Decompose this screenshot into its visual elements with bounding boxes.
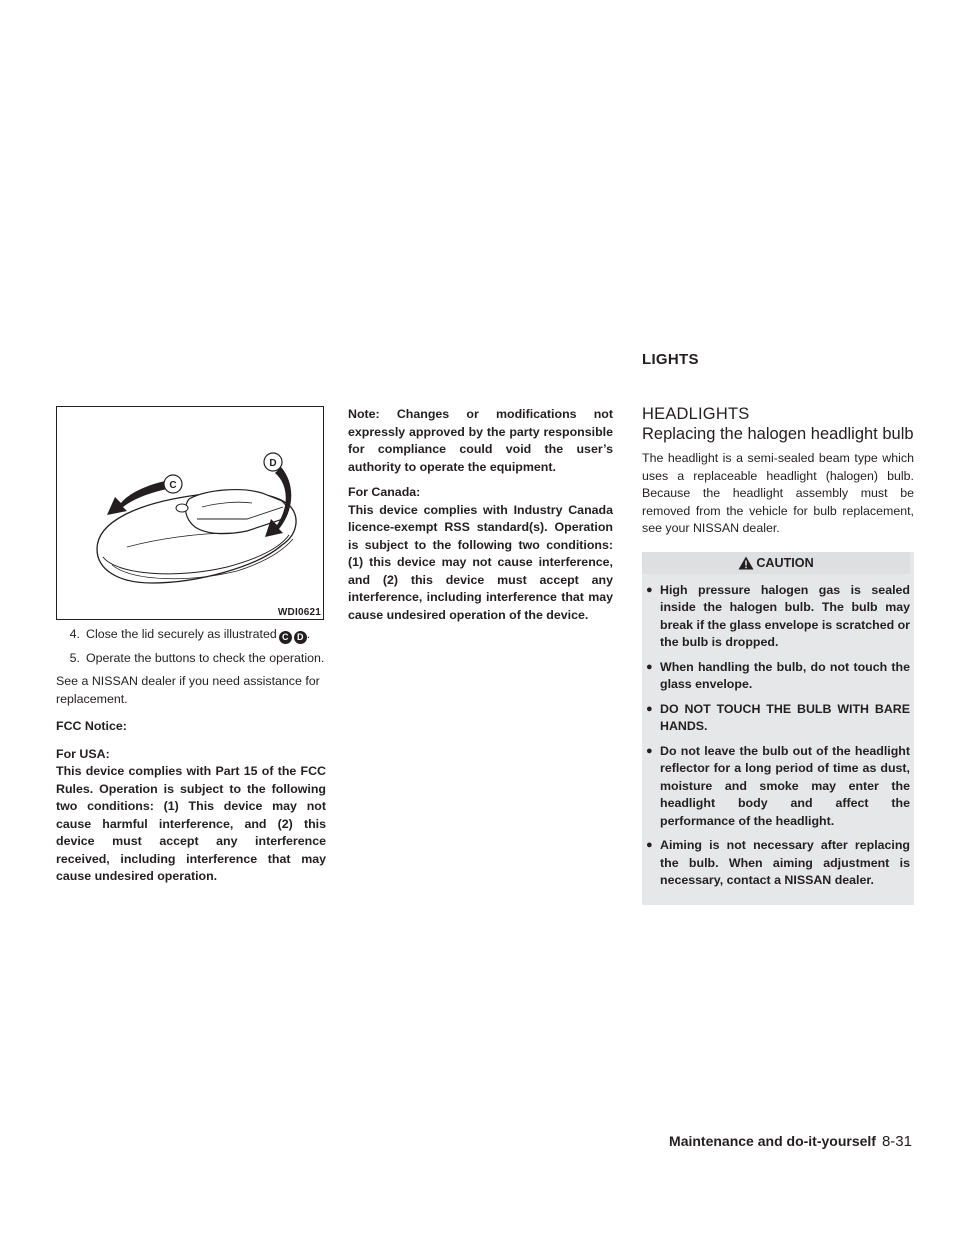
callout-c-label: C <box>169 480 177 491</box>
step-item <box>56 650 326 667</box>
step-text <box>86 626 310 644</box>
caution-item-text: When handling the bulb, do not touch the glass envelope. <box>660 659 910 691</box>
caution-item <box>642 837 910 890</box>
caution-item-text: DO NOT TOUCH THE BULB WITH BARE HANDS. <box>660 701 910 733</box>
caution-item-text: High pressure halogen gas is sealed inside the halogen bulb. The bulb may break if the glass envelope is scratched or the bulb is dropped. <box>660 582 910 649</box>
step-item <box>56 626 326 644</box>
callout-d <box>264 453 282 471</box>
callout-d-label: D <box>269 458 277 469</box>
callout-d-badge: D <box>294 631 307 644</box>
step-suffix: . <box>306 627 311 641</box>
caution-item <box>642 582 910 652</box>
page-number: 8-31 <box>881 1133 912 1150</box>
note-text: Note: Changes or modifications not expressly approved by the party responsible for compliance could void the user’s authority to operate the equipment. <box>348 407 613 474</box>
steps-list <box>56 626 326 667</box>
headlights-heading: HEADLIGHTS <box>642 405 750 423</box>
caution-item-text: Aiming is not necessary after replacing the bulb. When aiming adjustment is necessary, contact a NISSAN dealer. <box>660 838 910 887</box>
right-column <box>642 406 914 905</box>
page-footer <box>669 1133 912 1150</box>
caution-item <box>642 701 910 736</box>
caution-item <box>642 659 910 694</box>
step-text: Operate the buttons to check the operation. <box>86 651 325 665</box>
caution-list <box>642 582 910 890</box>
assist-text: See a NISSAN dealer if you need assistance for replacement. <box>56 674 320 706</box>
key-fob-illustration <box>56 406 324 620</box>
footer-chapter: Maintenance and do-it-yourself <box>669 1133 876 1149</box>
caution-box <box>642 552 914 905</box>
step-text-content: Close the lid securely as illustrated <box>86 627 277 641</box>
figure-code: WDI0621 <box>277 607 321 618</box>
step-number: 4. <box>69 627 80 641</box>
warning-triangle-icon <box>738 556 754 570</box>
step-number: 5. <box>69 651 80 665</box>
bullet-icon: ● <box>646 583 653 596</box>
headlights-intro: The headlight is a semi-sealed beam type which uses a replaceable headlight (halogen) bulb. Because the headlight assembly must be removed from the vehicle for bulb replacement, see your NISSAN dealer. <box>642 451 914 535</box>
middle-column <box>348 406 613 624</box>
bullet-icon: ● <box>646 660 653 673</box>
headlights-subheading: Replacing the halogen headlight bulb <box>642 425 914 443</box>
canada-text: This device complies with Industry Canada licence-exempt RSS standard(s). Operation is subject to the following two conditions: (1) this device may not cause interference, and (2) this device must accept any interference, including interference that may cause undesired operation of the device. <box>348 502 613 622</box>
caution-title: CAUTION <box>756 555 814 570</box>
fcc-heading: FCC Notice: <box>56 719 127 733</box>
bullet-icon: ● <box>646 702 653 715</box>
canada-heading: For Canada: <box>348 485 421 499</box>
section-title: LIGHTS <box>642 351 699 368</box>
usa-heading: For USA: <box>56 746 110 761</box>
caution-item <box>642 743 910 831</box>
left-column <box>56 406 326 886</box>
usa-text: This device complies with Part 15 of the FCC Rules. Operation is subject to the following two conditions: (1) This device may not cause harmful interference, and (2) this device must accept any interference received, including interference that may cause undesired operation. <box>56 764 326 883</box>
bullet-icon: ● <box>646 744 653 757</box>
key-fob-drawing <box>57 407 323 619</box>
callout-c-badge: C <box>279 631 292 644</box>
callout-c <box>164 475 182 493</box>
bullet-icon: ● <box>646 839 653 851</box>
caution-header <box>642 552 910 574</box>
caution-item-text: Do not leave the bulb out of the headlight reflector for a long period of time as dust, moisture and smoke may enter the headlight body and affect the performance of the headlight. <box>660 743 910 828</box>
